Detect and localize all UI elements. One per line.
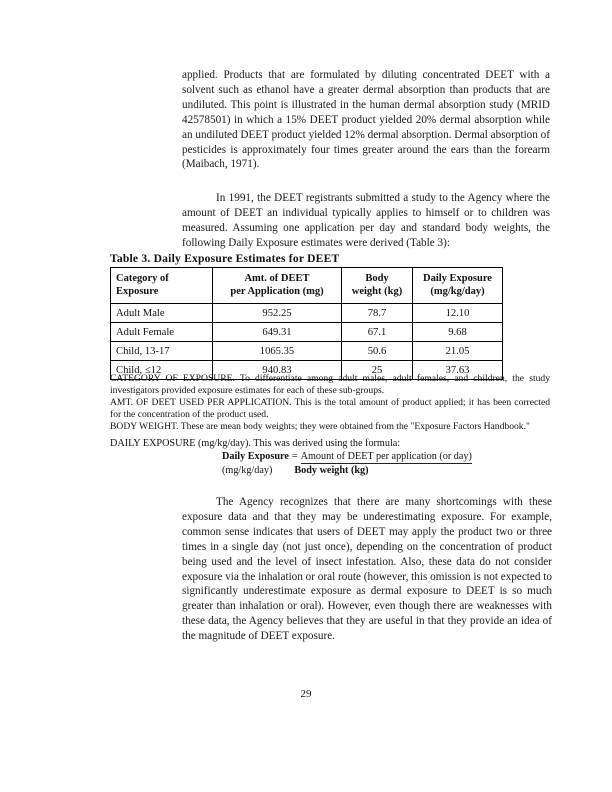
column-header-body-weight-line2: weight (kg): [351, 286, 403, 297]
cell-daily-exposure: 9.68: [413, 323, 503, 342]
column-header-daily-exposure: [413, 268, 503, 304]
cell-category: Child, ≤12: [111, 361, 213, 380]
cell-daily-exposure: 21.05: [413, 342, 503, 361]
paragraph-agency-shortcomings: [182, 495, 552, 644]
formula-equals-sign: =: [291, 451, 298, 463]
cell-body-weight: 50.6: [342, 342, 413, 361]
paragraph-1991-study: [182, 191, 550, 251]
column-header-daily-exposure-line1: Daily Exposure: [423, 273, 492, 284]
daily-exposure-formula-block: [110, 437, 550, 478]
column-header-amount-line1: Amt. of DEET: [244, 273, 310, 284]
table-row: [111, 323, 503, 342]
cell-body-weight: 78.7: [342, 304, 413, 323]
cell-category: Child, 13-17: [111, 342, 213, 361]
daily-exposure-table: [110, 267, 503, 380]
formula-units: (mg/kg/day): [222, 465, 273, 477]
column-header-daily-exposure-line2: (mg/kg/day): [430, 286, 485, 297]
cell-body-weight: 25: [342, 361, 413, 380]
cell-amount: 940.83: [213, 361, 342, 380]
formula-numerator: Amount of DEET per application (or day): [301, 450, 472, 464]
cell-amount: 1065.35: [213, 342, 342, 361]
table-footnotes: [110, 373, 550, 433]
footnote-body-weight: BODY WEIGHT. These are mean body weights; they were obtained from the "Exposure Factors Handbook.": [110, 421, 530, 432]
column-header-amount: [213, 268, 342, 304]
table-row: [111, 342, 503, 361]
cell-category: Adult Female: [111, 323, 213, 342]
table-row: [111, 304, 503, 323]
table-header-row: [111, 268, 503, 304]
footnote-category-of-exposure: CATEGORY OF EXPOSURE. To differentiate among adult males, adult females, and children, the study investigators provided exposure estimates for each of these sub-groups.: [110, 373, 550, 396]
table-caption: Table 3. Daily Exposure Estimates for DEET: [110, 252, 340, 265]
column-header-body-weight-line1: Body: [365, 273, 389, 284]
footnote-amount-per-application: AMT. OF DEET USED PER APPLICATION. This is the total amount of product applied; it has been corrected for the concentration of the product used.: [110, 397, 550, 420]
cell-daily-exposure: 12.10: [413, 304, 503, 323]
cell-amount: 649.31: [213, 323, 342, 342]
formula-denominator-row: [110, 464, 550, 477]
cell-daily-exposure: 37.63: [413, 361, 503, 380]
paragraph-dermal-absorption: [182, 68, 550, 172]
cell-category: Adult Male: [111, 304, 213, 323]
table-body: [111, 304, 503, 380]
formula-lead-text: DAILY EXPOSURE (mg/kg/day). This was derived using the formula:: [110, 438, 401, 449]
formula-numerator-row: [110, 450, 550, 464]
paragraph-3-text: The Agency recognizes that there are many shortcomings with these exposure data and that they may be underestimating exposure. For example, common sense indicates that users of DEET may apply the product two or three times in a single day (not just once), depending on the concentration of product being used and the level of insect infestation. Also, these data do not consider exposure via the inhalation or oral route (however, this omission is not expected to significantly underestimate exposure as dermal exposure to DEET is so much greater than inhalation or oral). However, even though there are weaknesses with these data, the Agency believes that they are useful in that they provide an idea of the magnitude of DEET exposure.: [182, 496, 552, 643]
column-header-body-weight: [342, 268, 413, 304]
page-number: 29: [300, 688, 312, 700]
cell-body-weight: 67.1: [342, 323, 413, 342]
column-header-category-line1: Category of: [116, 273, 169, 284]
column-header-category-line2: Exposure: [116, 286, 159, 297]
cell-amount: 952.25: [213, 304, 342, 323]
formula-denominator: Body weight (kg): [294, 465, 369, 477]
column-header-amount-line2: per Application (mg): [230, 286, 324, 297]
paragraph-1-text: applied. Products that are formulated by diluting concentrated DEET with a solvent such as ethanol have a greater dermal absorption than products that are undiluted. This point is illustrated in the human dermal absorption study (MRID 42578501) in which a 15% DEET product yielded 20% dermal absorption while an undiluted DEET product yielded 12% dermal absorption. Dermal absorption of pesticides is approximately four times greater around the ears than the forearm (Maibach, 1971).: [182, 69, 550, 171]
paragraph-2-text: In 1991, the DEET registrants submitted a study to the Agency where the amount of DEET an individual typically applies to himself or to children was measured. Assuming one application per day and standard body weights, the following Daily Exposure estimates were derived (Table 3):: [182, 192, 550, 249]
column-header-category: [111, 268, 213, 304]
table-header: [111, 268, 503, 304]
formula-label: Daily Exposure: [222, 451, 289, 463]
